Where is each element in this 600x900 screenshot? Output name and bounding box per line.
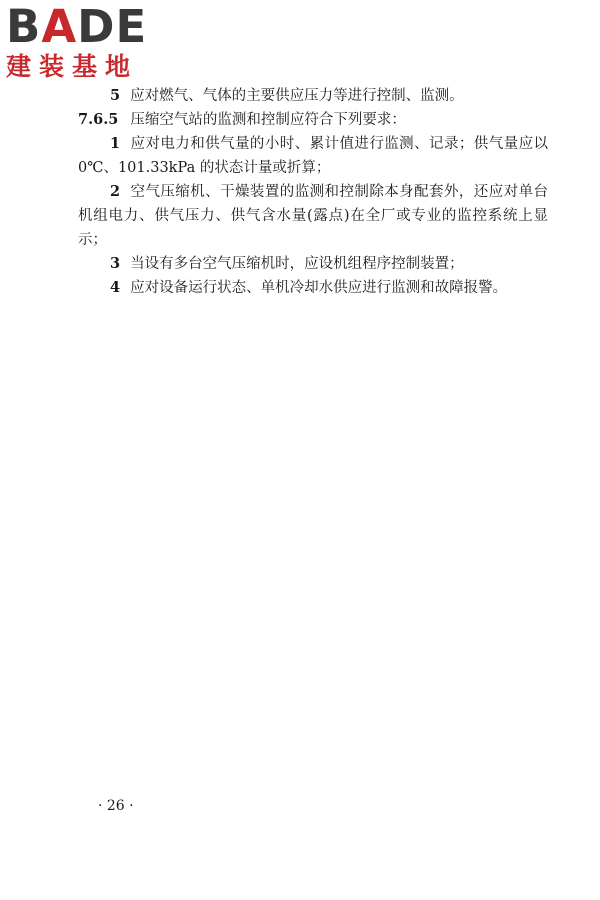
logo-wordmark: BADE [6,0,148,53]
clause-7-6-5: 7.6.5 压缩空气站的监测和控制应符合下列要求： [78,111,406,128]
page-number: · 26 · [98,798,134,814]
logo-subtitle: 建装基地 [6,52,139,81]
document-body [78,84,548,300]
list-item-1: 1 应对电力和供气量的小时、累计值进行监测、记录；供气量应以 0℃、101.33kPa 的状态计量或折算； [78,135,548,176]
list-item-2: 2 空气压缩机、干燥装置的监测和控制除本身配套外，还应对单台机组电力、供气压力、供气含水量(露点)在全厂或专业的监控系统上显示； [78,183,548,248]
list-item-5: 5 应对燃气、气体的主要供应压力等进行控制、监测。 [110,87,464,104]
list-item-4: 4 应对设备运行状态、单机冷却水供应进行监测和故障报警。 [110,279,508,296]
brand-logo [6,2,174,82]
list-item-3: 3 当设有多台空气压缩机时，应设机组程序控制装置； [110,255,464,272]
